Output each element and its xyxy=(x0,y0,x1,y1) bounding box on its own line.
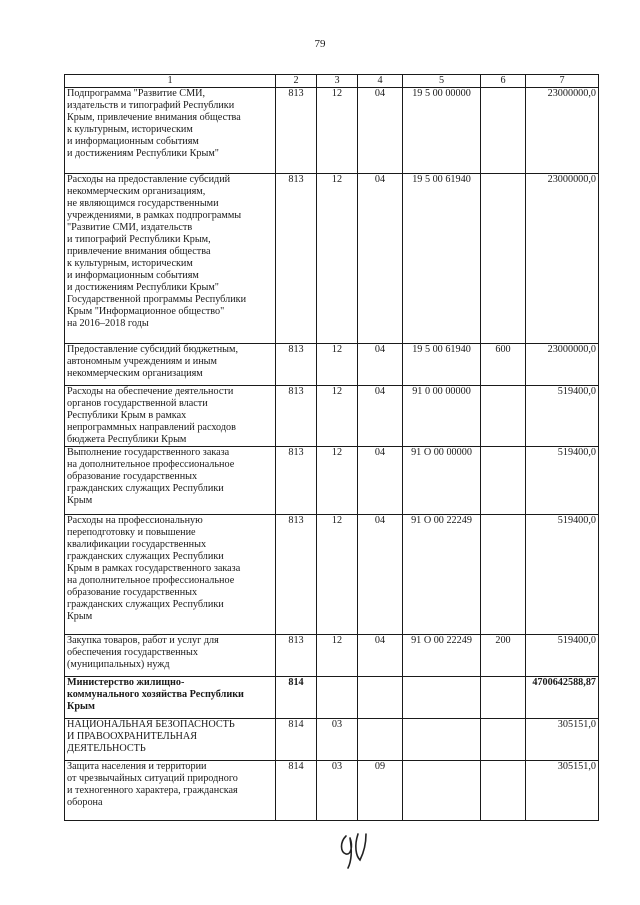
row-name-cell: Выполнение государственного заказа на дополнительное профессиональное образование государственных гражданских служащих Республики Крым xyxy=(65,447,276,515)
table-row xyxy=(65,635,599,677)
row-expense-type-cell xyxy=(481,447,526,515)
col-header-7: 7 xyxy=(526,75,599,88)
row-section-cell: 12 xyxy=(317,344,358,386)
page-number: 79 xyxy=(314,38,326,50)
row-name-cell: Министерство жилищно- коммунального хозяйства Республики Крым xyxy=(65,677,276,719)
row-expense-type-cell xyxy=(481,386,526,447)
row-amount-cell: 519400,0 xyxy=(526,635,599,677)
row-subsection-cell: 04 xyxy=(358,635,403,677)
row-section-cell: 03 xyxy=(317,719,358,761)
row-name-cell: Расходы на предоставление субсидий некоммерческим организациям, не являющимся государственными учреждениями, в рамках подпрограммы "Развитие СМИ, издательств и типографий Республики Крым, привлечение внимания общества к культурным, историческим и информационным событиям и достижениям Республики Крым" Государственной программы Республики Крым "Информационное общество" на 2016–2018 годы xyxy=(65,174,276,344)
row-amount-cell: 23000000,0 xyxy=(526,344,599,386)
row-amount-cell: 23000000,0 xyxy=(526,88,599,174)
row-name-cell: Предоставление субсидий бюджетным, автономным учреждениям и иным некоммерческим организациям xyxy=(65,344,276,386)
row-name-cell: Закупка товаров, работ и услуг для обеспечения государственных (муниципальных) нужд xyxy=(65,635,276,677)
row-code-cell: 814 xyxy=(276,719,317,761)
row-amount-cell: 23000000,0 xyxy=(526,174,599,344)
row-target-article-cell xyxy=(403,677,481,719)
handwritten-signature-icon xyxy=(334,826,374,872)
col-header-4: 4 xyxy=(358,75,403,88)
row-amount-cell: 519400,0 xyxy=(526,386,599,447)
row-amount-cell: 4700642588,87 xyxy=(526,677,599,719)
row-target-article-cell: 19 5 00 61940 xyxy=(403,174,481,344)
table-row xyxy=(65,719,599,761)
table-row xyxy=(65,174,599,344)
row-subsection-cell xyxy=(358,719,403,761)
col-header-3: 3 xyxy=(317,75,358,88)
row-section-cell: 12 xyxy=(317,386,358,447)
row-expense-type-cell xyxy=(481,88,526,174)
row-section-cell: 12 xyxy=(317,447,358,515)
row-target-article-cell xyxy=(403,719,481,761)
row-section-cell: 12 xyxy=(317,88,358,174)
row-amount-cell: 519400,0 xyxy=(526,515,599,635)
row-code-cell: 813 xyxy=(276,344,317,386)
row-name-cell: Расходы на обеспечение деятельности органов государственной власти Республики Крым в рамках непрограммных направлений расходов бюджета Республики Крым xyxy=(65,386,276,447)
row-amount-cell: 305151,0 xyxy=(526,719,599,761)
row-name-cell: Расходы на профессиональную переподготовку и повышение квалификации государственных гражданских служащих Республики Крым в рамках государственного заказа на дополнительное профессиональное образование государственных гражданских служащих Республики Крым xyxy=(65,515,276,635)
budget-table xyxy=(64,74,599,821)
row-amount-cell: 519400,0 xyxy=(526,447,599,515)
row-target-article-cell: 91 О 00 00000 xyxy=(403,447,481,515)
row-section-cell: 03 xyxy=(317,761,358,821)
row-target-article-cell: 19 5 00 61940 xyxy=(403,344,481,386)
col-header-2: 2 xyxy=(276,75,317,88)
row-expense-type-cell xyxy=(481,677,526,719)
row-target-article-cell: 91 О 00 22249 xyxy=(403,515,481,635)
row-expense-type-cell xyxy=(481,515,526,635)
row-subsection-cell: 04 xyxy=(358,88,403,174)
row-name-cell: Подпрограмма "Развитие СМИ, издательств и типографий Республики Крым, привлечение внимания общества к культурным, историческим и информационным событиям и достижениям Республики Крым" xyxy=(65,88,276,174)
row-target-article-cell: 91 О 00 22249 xyxy=(403,635,481,677)
row-expense-type-cell: 200 xyxy=(481,635,526,677)
row-subsection-cell: 04 xyxy=(358,344,403,386)
row-target-article-cell xyxy=(403,761,481,821)
row-code-cell: 813 xyxy=(276,88,317,174)
header-row xyxy=(65,75,599,88)
row-code-cell: 813 xyxy=(276,174,317,344)
row-subsection-cell: 04 xyxy=(358,174,403,344)
row-subsection-cell xyxy=(358,677,403,719)
row-section-cell: 12 xyxy=(317,635,358,677)
row-section-cell: 12 xyxy=(317,174,358,344)
table-row xyxy=(65,761,599,821)
row-expense-type-cell xyxy=(481,174,526,344)
row-section-cell xyxy=(317,677,358,719)
row-code-cell: 813 xyxy=(276,447,317,515)
table-row xyxy=(65,88,599,174)
row-subsection-cell: 04 xyxy=(358,386,403,447)
table-row xyxy=(65,386,599,447)
row-code-cell: 814 xyxy=(276,677,317,719)
row-subsection-cell: 04 xyxy=(358,447,403,515)
col-header-6: 6 xyxy=(481,75,526,88)
table-row xyxy=(65,677,599,719)
row-name-cell: Защита населения и территории от чрезвычайных ситуаций природного и техногенного характера, гражданская оборона xyxy=(65,761,276,821)
table-row xyxy=(65,344,599,386)
row-subsection-cell: 04 xyxy=(358,515,403,635)
row-expense-type-cell xyxy=(481,761,526,821)
col-header-5: 5 xyxy=(403,75,481,88)
row-section-cell: 12 xyxy=(317,515,358,635)
row-code-cell: 813 xyxy=(276,386,317,447)
row-code-cell: 814 xyxy=(276,761,317,821)
row-subsection-cell: 09 xyxy=(358,761,403,821)
row-code-cell: 813 xyxy=(276,635,317,677)
row-target-article-cell: 91 0 00 00000 xyxy=(403,386,481,447)
table-row xyxy=(65,515,599,635)
table-body xyxy=(65,88,599,821)
row-amount-cell: 305151,0 xyxy=(526,761,599,821)
table-row xyxy=(65,447,599,515)
row-expense-type-cell: 600 xyxy=(481,344,526,386)
row-name-cell: НАЦИОНАЛЬНАЯ БЕЗОПАСНОСТЬ И ПРАВООХРАНИТЕЛЬНАЯ ДЕЯТЕЛЬНОСТЬ xyxy=(65,719,276,761)
col-header-1: 1 xyxy=(65,75,276,88)
row-expense-type-cell xyxy=(481,719,526,761)
row-code-cell: 813 xyxy=(276,515,317,635)
row-target-article-cell: 19 5 00 00000 xyxy=(403,88,481,174)
